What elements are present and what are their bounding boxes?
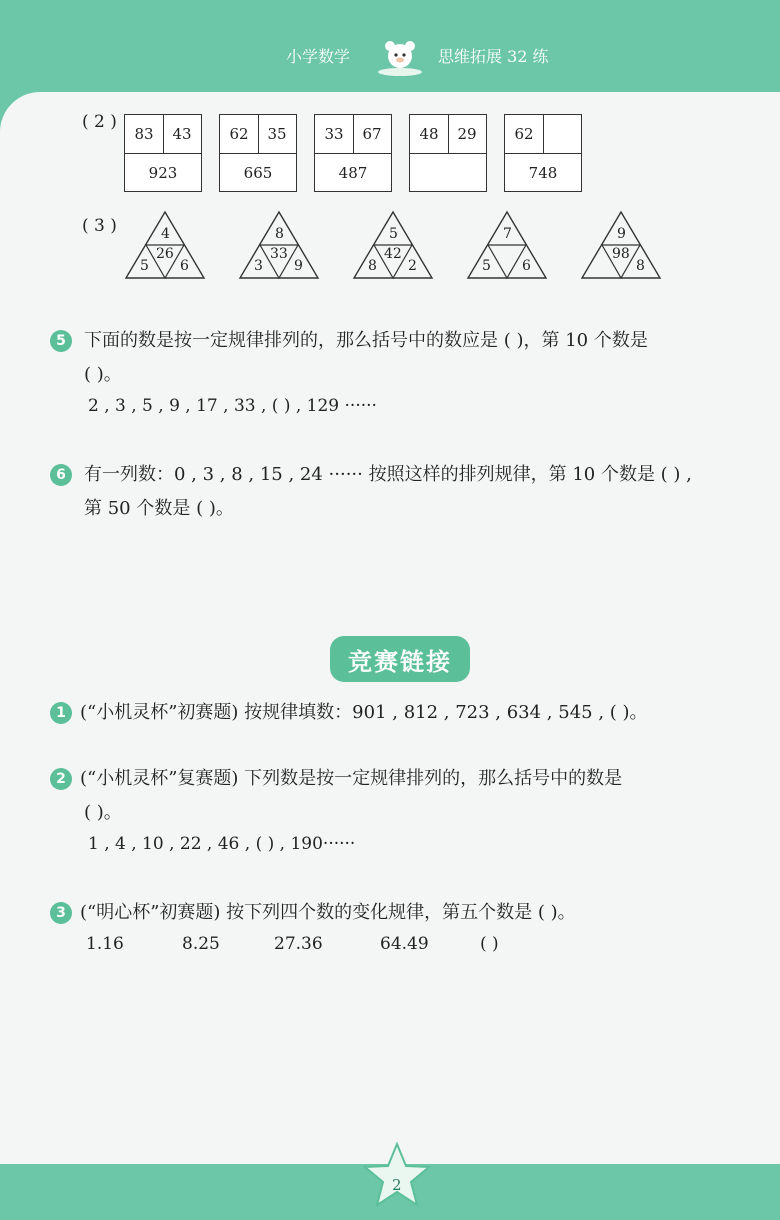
box-bottom: 748 (528, 163, 558, 182)
c3-value-4: 64.49 (380, 934, 429, 954)
question-number-badge: 2 (50, 768, 72, 790)
triangle-top: 9 (617, 226, 626, 242)
box-top-left: 62 (220, 115, 259, 153)
competition-section-title: 竞赛链接 (330, 636, 470, 682)
c3-value-5: ( ) (480, 934, 499, 954)
triangle-top: 7 (503, 226, 512, 242)
bear-mascot-icon (370, 40, 430, 76)
box-top-right: 29 (457, 125, 477, 143)
box-top-left: 62 (505, 115, 544, 153)
triangle-right: 8 (636, 258, 645, 274)
question-number-badge: 6 (50, 464, 72, 486)
triangle-right: 2 (408, 258, 417, 274)
box-top-right: 43 (172, 125, 192, 143)
star-icon (362, 1140, 432, 1210)
box-top-left: 83 (125, 115, 164, 153)
triangle-right: 9 (294, 258, 303, 274)
box-top-left: 48 (410, 115, 449, 153)
box-top-right: 35 (267, 125, 287, 143)
triangle-middle: 42 (384, 246, 402, 262)
c3-line1: (“明心杯”初赛题) 按下列四个数的变化规律，第五个数是 ( )。 (80, 902, 576, 923)
question-number-badge: 5 (50, 330, 72, 352)
triangle-left: 5 (140, 258, 149, 274)
box-top-right (543, 115, 581, 153)
triangle-middle: 26 (156, 246, 174, 262)
part3-label: ( 3 ) (82, 216, 117, 236)
triangle-left: 3 (254, 258, 263, 274)
page-header (0, 40, 780, 72)
c2-line1: (“小机灵杯”复赛题) 下列数是按一定规律排列的，那么括号中的数是 (80, 768, 623, 789)
c1-text: (“小机灵杯”初赛题) 按规律填数：901 , 812 , 723 , 634 , 545 , ( )。 (80, 702, 648, 723)
q5-line2: ( )。 (84, 364, 122, 385)
box-bottom: 665 (243, 163, 273, 182)
number-box (409, 114, 487, 192)
c3-value-3: 27.36 (274, 934, 323, 954)
part2-label: ( 2 ) (82, 112, 117, 132)
triangle-top: 5 (389, 226, 398, 242)
number-triangle (466, 210, 548, 280)
q6-line2: 第 50 个数是 ( )。 (84, 498, 234, 519)
triangle-right: 6 (180, 258, 189, 274)
number-box (124, 114, 202, 192)
triangle-top: 8 (275, 226, 284, 242)
number-triangle (580, 210, 662, 280)
number-box (219, 114, 297, 192)
header-book-title: 小学数学 (286, 47, 351, 66)
triangle-middle: 33 (270, 246, 288, 262)
box-top-right: 67 (362, 125, 382, 143)
c3-value-2: 8.25 (182, 934, 220, 954)
number-triangle (238, 210, 320, 280)
question-number-badge: 1 (50, 702, 72, 724)
box-bottom: 923 (148, 163, 178, 182)
number-box (504, 114, 582, 192)
c2-line2: ( )。 (84, 802, 122, 823)
box-bottom (410, 154, 486, 191)
question-number-badge: 3 (50, 902, 72, 924)
triangle-left: 8 (368, 258, 377, 274)
c2-sequence: 1 , 4 , 10 , 22 , 46 , ( ) , 190······ (88, 834, 356, 854)
q5-line1: 下面的数是按一定规律排列的，那么括号中的数应是 ( )，第 10 个数是 (84, 330, 648, 351)
triangle-top: 4 (161, 226, 170, 242)
q6-line1: 有一列数：0 , 3 , 8 , 15 , 24 ······ 按照这样的排列规律，第 10 个数是 ( ) , (84, 464, 692, 485)
content-page (0, 92, 780, 1164)
page-number (362, 1140, 432, 1210)
number-triangle (124, 210, 206, 280)
page-number-text: 2 (392, 1176, 402, 1194)
header-subtitle: 思维拓展 32 练 (438, 47, 549, 66)
triangle-right: 6 (522, 258, 531, 274)
number-triangle (352, 210, 434, 280)
box-top-left: 33 (315, 115, 354, 153)
triangle-left: 5 (482, 258, 491, 274)
box-bottom: 487 (338, 163, 368, 182)
q5-sequence: 2 , 3 , 5 , 9 , 17 , 33 , ( ) , 129 ······ (88, 396, 377, 416)
c3-value-1: 1.16 (86, 934, 124, 954)
number-box (314, 114, 392, 192)
triangle-middle: 98 (612, 246, 630, 262)
